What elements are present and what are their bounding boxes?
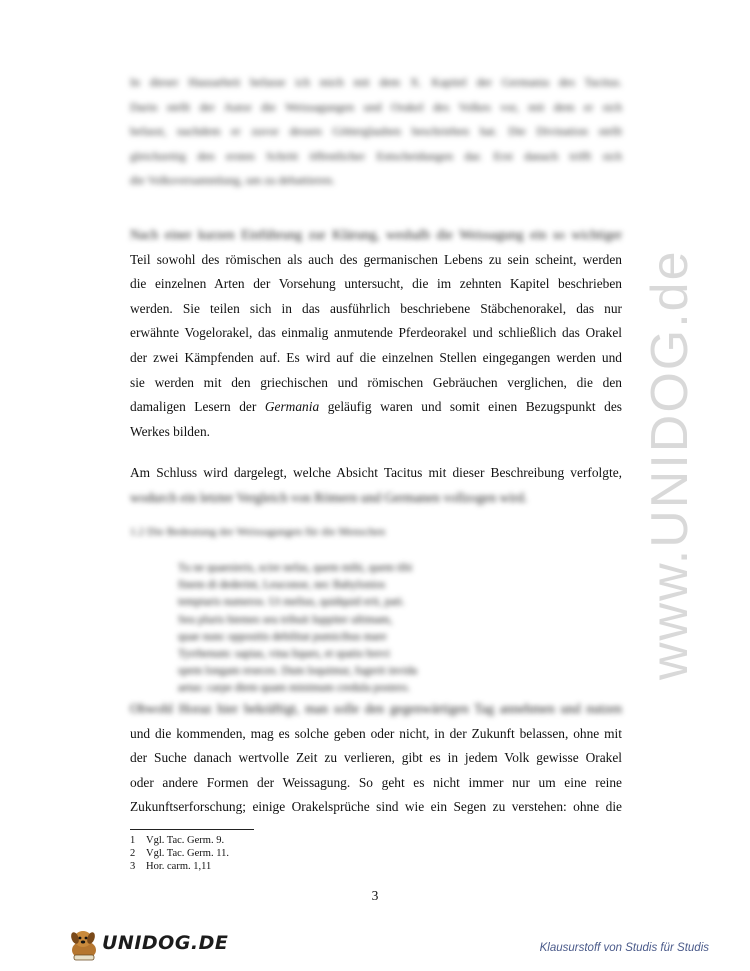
page-number: 3 <box>371 888 379 903</box>
quote-line: finem di dederint, Leuconoe, nec Babylonios <box>178 579 386 592</box>
text-line: gleichzeitig den ersten Schritt öffentlicher Entscheidungen dar. Erst danach trifft sich <box>130 148 622 163</box>
text-line: werden. Sie teilen sich in das ausführlich beschriebene Stäbchenorakel, das nur <box>130 300 622 316</box>
footnote <box>130 847 229 860</box>
watermark: www.UNIDOG.de <box>641 249 699 680</box>
footnote <box>130 834 229 847</box>
footnote-number: 1 <box>130 835 136 846</box>
footnote-text: Hor. carm. 1,11 <box>146 861 212 872</box>
footer-tagline: Klausurstoff von Studis für Studis <box>539 942 709 954</box>
block-quote <box>178 560 478 698</box>
text-line: der zwei Kämpfenden auf. Es wird auf die einzelnen Stellen eingegangen werden und <box>130 349 622 365</box>
text-line-blurred: Nach einer kurzen Einführung zur Klärung, weshalb die Weissagung ein so wichtiger <box>130 227 622 242</box>
text-segment: damaligen Lesern der <box>130 399 257 415</box>
unidog-logo[interactable] <box>64 926 229 962</box>
italic-title: Germania <box>264 399 320 415</box>
dog-mascot-icon <box>64 926 104 962</box>
text-line: sie werden mit den griechischen und römischen Gebräuchen verglichen, die den <box>130 374 622 390</box>
text-line: und die kommenden, mag es solche geben oder nicht, in der Zukunft belassen, ohne mit <box>130 725 622 741</box>
footnote-text: Vgl. Tac. Germ. 11. <box>146 848 229 859</box>
text-segment: geläufig waren und somit einen Bezugspunkt des <box>327 399 622 415</box>
footnote-number: 2 <box>130 848 136 859</box>
paragraph-conclusion <box>130 461 622 510</box>
quote-line: aetas: carpe diem quam minimum credula postero. <box>178 682 411 695</box>
text-line: Werkes bilden. <box>130 423 210 439</box>
footnote-divider <box>130 829 254 830</box>
text-line: der Suche danach wertvolle Zeit zu verlieren, gibt es in jedem Volk gewisse Orakel <box>130 750 622 766</box>
text-line: Zukunftserforschung; einige Orakelsprüche sind wie ein Segen zu verstehen: ohne die <box>130 799 622 815</box>
text-line: Am Schluss wird dargelegt, welche Absicht Tacitus mit dieser Beschreibung verfolgte, <box>130 465 622 480</box>
text-line: die Volksversammlung, um zu debattieren. <box>130 173 335 188</box>
section-heading: 1.2 Die Bedeutung der Weissagungen für die Menschen <box>130 526 386 538</box>
text-line-blurred: Obwohl Horaz hier bekräftigt, man solle den gegenwärtigen Tag annehmen und nutzen <box>130 701 622 716</box>
quote-line: temptaris numeros. Ut melius, quidquid erit, pati. <box>178 596 405 609</box>
text-line: die einzelnen Arten der Vorsehung untersucht, die im zehnten Kapitel beschrieben <box>130 276 622 292</box>
logo-wordmark: UNIDOG.DE <box>102 932 229 954</box>
quote-line: spem longam reseces. Dum loquimur, fugerit invida <box>178 665 418 678</box>
text-line: Teil sowohl des römischen als auch des germanischen Lebens zu sein scheint, werden <box>130 251 622 267</box>
text-line: Darin stellt der Autor die Weissagungen und Orakel des Volkes vor, mit dem er sich <box>130 99 622 114</box>
text-line <box>130 395 622 420</box>
text-line: erwähnte Vogelorakel, das einmalig anmutende Pferdeorakel und schließlich das Orakel <box>130 325 622 341</box>
quote-line: Tu ne quaesieris, scire nefas, quem mihi, quem tibi <box>178 562 413 574</box>
paragraph-intro <box>130 70 622 193</box>
text-line: In dieser Hausarbeit befasse ich mich mit dem X. Kapitel der Germania des Tacitus. <box>130 75 622 89</box>
footnote-number: 3 <box>130 861 136 872</box>
footnotes <box>130 834 229 873</box>
text-line: befasst, nachdem er zuvor dessen Götterglauben beschrieben hat. Die Divination stellt <box>130 124 622 139</box>
footnote-text: Vgl. Tac. Germ. 9. <box>146 835 225 846</box>
quote-line: Seu pluris hiemes seu tribuit Iuppiter ultimam, <box>178 613 393 626</box>
footnote <box>130 860 229 873</box>
paragraph-horace <box>130 697 622 820</box>
quote-line: Tyrrhenum: sapias, vina liques, et spatio brevi <box>178 647 390 660</box>
quote-line: quae nunc oppositis debilitat pumicibus mare <box>178 630 387 643</box>
text-line-blurred: wodurch ein letzter Vergleich von Römern und Germanen vollzogen wird. <box>130 489 528 505</box>
paragraph-overview <box>130 223 622 444</box>
text-line: oder andere Formen der Weissagung. So geht es nicht immer nur um eine reine <box>130 774 622 790</box>
